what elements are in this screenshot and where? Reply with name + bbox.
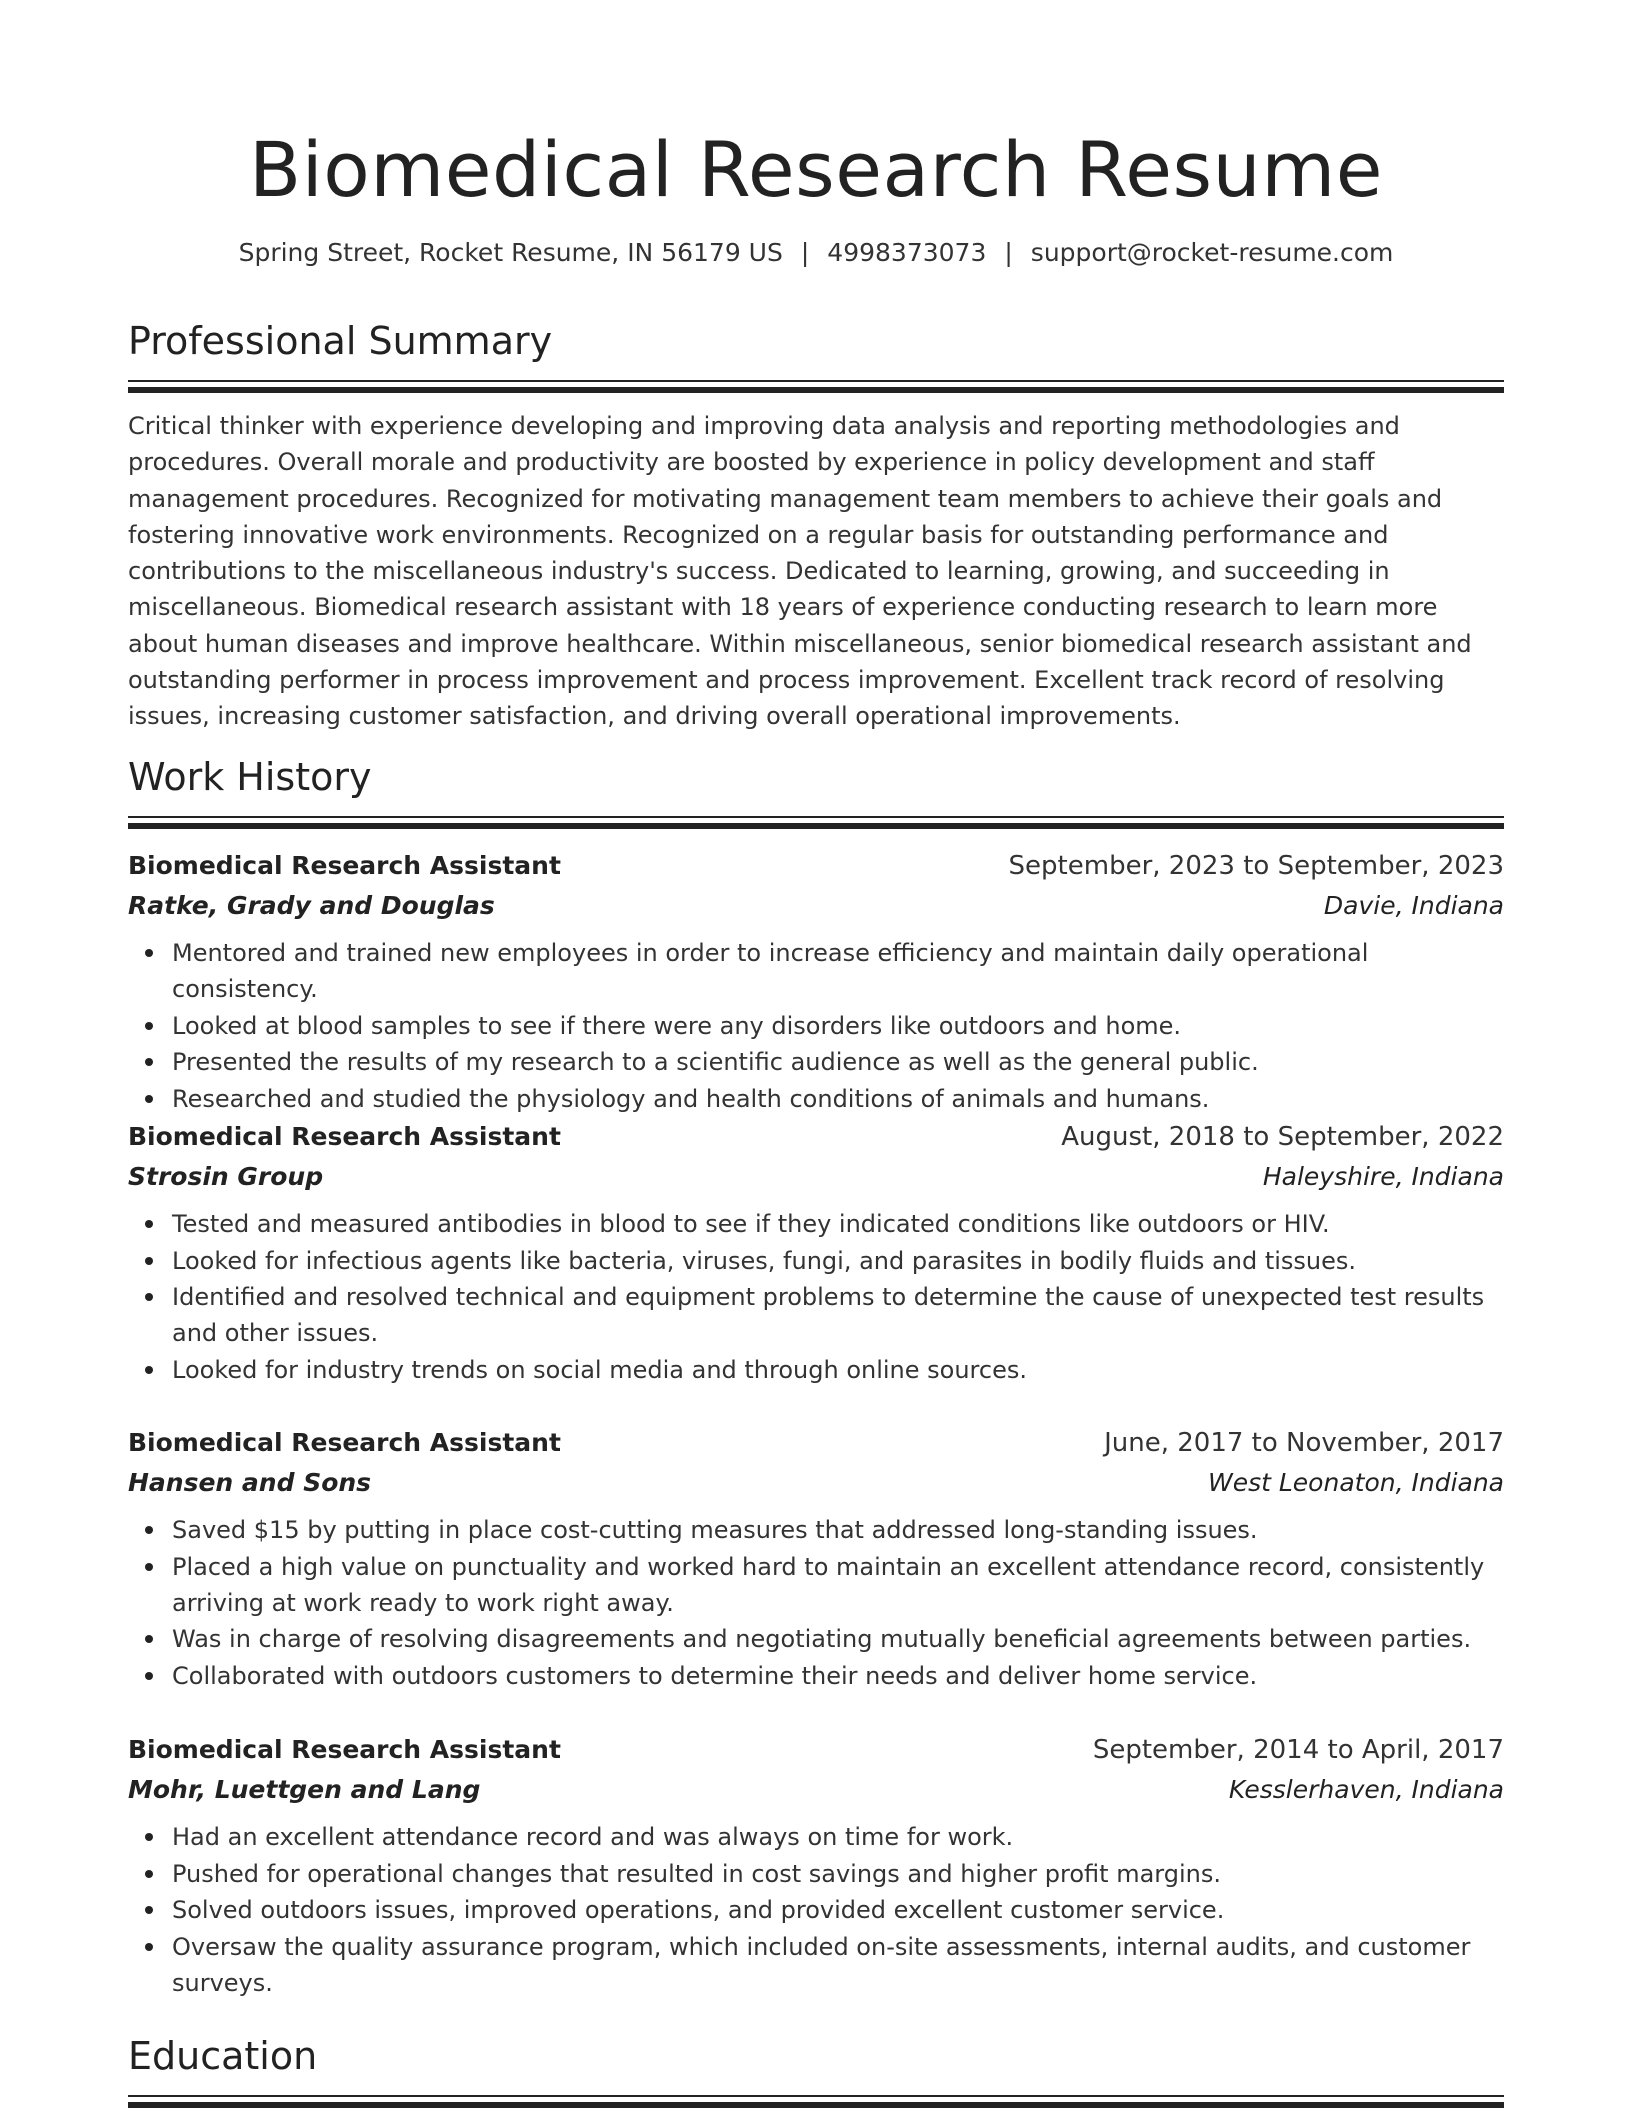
section-heading-work-history: Work History <box>128 755 372 799</box>
job-bullet: Presented the results of my research to a scientific audience as well as the general public. <box>172 1044 1504 1080</box>
job-bullet: Was in charge of resolving disagreements and negotiating mutually beneficial agreements between parties. <box>172 1621 1504 1657</box>
job-company-row <box>128 1157 1504 1196</box>
job-header-row <box>128 846 1504 886</box>
job-bullets <box>128 935 1504 1117</box>
job-location: Kesslerhaven, Indiana <box>1228 1775 1504 1804</box>
section-heading-summary: Professional Summary <box>128 319 553 363</box>
job-header-row <box>128 1423 1504 1463</box>
job-company-row <box>128 886 1504 925</box>
contact-line <box>128 236 1504 270</box>
job-dates: September, 2014 to April, 2017 <box>1092 1735 1504 1765</box>
job-company-row <box>128 1463 1504 1502</box>
job-company: Mohr, Luettgen and Lang <box>128 1775 481 1804</box>
job-title: Biomedical Research Assistant <box>128 1428 561 1457</box>
job-bullet: Identified and resolved technical and equipment problems to determine the cause of unexpected test results and other issues. <box>172 1279 1504 1351</box>
contact-separator: | <box>800 238 810 267</box>
job-bullet: Collaborated with outdoors customers to determine their needs and deliver home service. <box>172 1658 1504 1694</box>
section-divider <box>128 380 1504 382</box>
job-location: Davie, Indiana <box>1323 891 1504 920</box>
job-bullets <box>128 1206 1504 1388</box>
job-company: Strosin Group <box>128 1162 324 1191</box>
contact-separator: | <box>1004 238 1013 267</box>
job-bullets <box>128 1512 1504 1694</box>
job-entry <box>128 1117 1504 1388</box>
job-bullet: Solved outdoors issues, improved operations, and provided excellent customer service. <box>172 1892 1504 1928</box>
job-header-row <box>128 1730 1504 1770</box>
job-dates: September, 2023 to September, 2023 <box>1008 851 1504 881</box>
resume-page <box>128 0 1504 2078</box>
job-bullet: Placed a high value on punctuality and worked hard to maintain an excellent attendance record, consistently arriving at work ready to work right away. <box>172 1549 1504 1621</box>
contact-email: support@rocket-resume.com <box>1030 238 1394 267</box>
job-bullet: Oversaw the quality assurance program, which included on-site assessments, internal audits, and customer surveys. <box>172 1929 1504 2001</box>
job-bullet: Looked for industry trends on social media and through online sources. <box>172 1352 1504 1388</box>
section-heading-education: Education <box>128 2034 318 2078</box>
job-bullet: Pushed for operational changes that resulted in cost savings and higher profit margins. <box>172 1856 1504 1892</box>
job-entry <box>128 1423 1504 1694</box>
contact-address: Spring Street, Rocket Resume, IN 56179 US <box>238 238 783 267</box>
job-bullet: Mentored and trained new employees in order to increase efficiency and maintain daily operational consistency. <box>172 935 1504 1007</box>
job-bullet: Researched and studied the physiology and health conditions of animals and humans. <box>172 1081 1504 1117</box>
contact-phone: 4998373073 <box>827 238 987 267</box>
job-bullet: Looked at blood samples to see if there were any disorders like outdoors and home. <box>172 1008 1504 1044</box>
job-bullet: Saved $15 by putting in place cost-cutting measures that addressed long-standing issues. <box>172 1512 1504 1548</box>
summary-section <box>128 316 1504 735</box>
job-entry <box>128 1730 1504 2001</box>
job-location: Haleyshire, Indiana <box>1262 1162 1504 1191</box>
job-entry <box>128 846 1504 1117</box>
job-bullet: Had an excellent attendance record and was always on time for work. <box>172 1819 1504 1855</box>
job-bullets <box>128 1819 1504 2001</box>
summary-text: Critical thinker with experience developing and improving data analysis and reporting methodologies and procedures. Overall morale and productivity are boosted by experience in policy development and staff management procedures. Recognized for motivating management team members to achieve their goals and fostering innovative work environments. Recognized on a regular basis for outstanding performance and contributions to the miscellaneous industry's success. Dedicated to learning, growing, and succeeding in miscellaneous. Biomedical research assistant with 18 years of experience conducting research to learn more about human diseases and improve healthcare. Within miscellaneous, senior biomedical research assistant and outstanding performer in process improvement and process improvement. Excellent track record of resolving issues, increasing customer satisfaction, and driving overall operational improvements. <box>128 412 1472 731</box>
job-company: Ratke, Grady and Douglas <box>128 891 495 920</box>
section-divider <box>128 816 1504 818</box>
job-bullet: Looked for infectious agents like bacteria, viruses, fungi, and parasites in bodily fluids and tissues. <box>172 1243 1504 1279</box>
job-company-row <box>128 1770 1504 1809</box>
work-history-section <box>128 752 1504 818</box>
job-title: Biomedical Research Assistant <box>128 1735 561 1764</box>
section-divider <box>128 2095 1504 2097</box>
job-dates: August, 2018 to September, 2022 <box>1061 1122 1504 1152</box>
job-bullet: Tested and measured antibodies in blood to see if they indicated conditions like outdoors or HIV. <box>172 1206 1504 1242</box>
job-title: Biomedical Research Assistant <box>128 1122 561 1151</box>
resume-title: Biomedical Research Resume <box>249 125 1383 214</box>
job-header-row <box>128 1117 1504 1157</box>
job-title: Biomedical Research Assistant <box>128 851 561 880</box>
job-dates: June, 2017 to November, 2017 <box>1104 1428 1504 1458</box>
job-company: Hansen and Sons <box>128 1468 372 1497</box>
job-location: West Leonaton, Indiana <box>1208 1468 1504 1497</box>
education-section <box>128 2031 1504 2097</box>
